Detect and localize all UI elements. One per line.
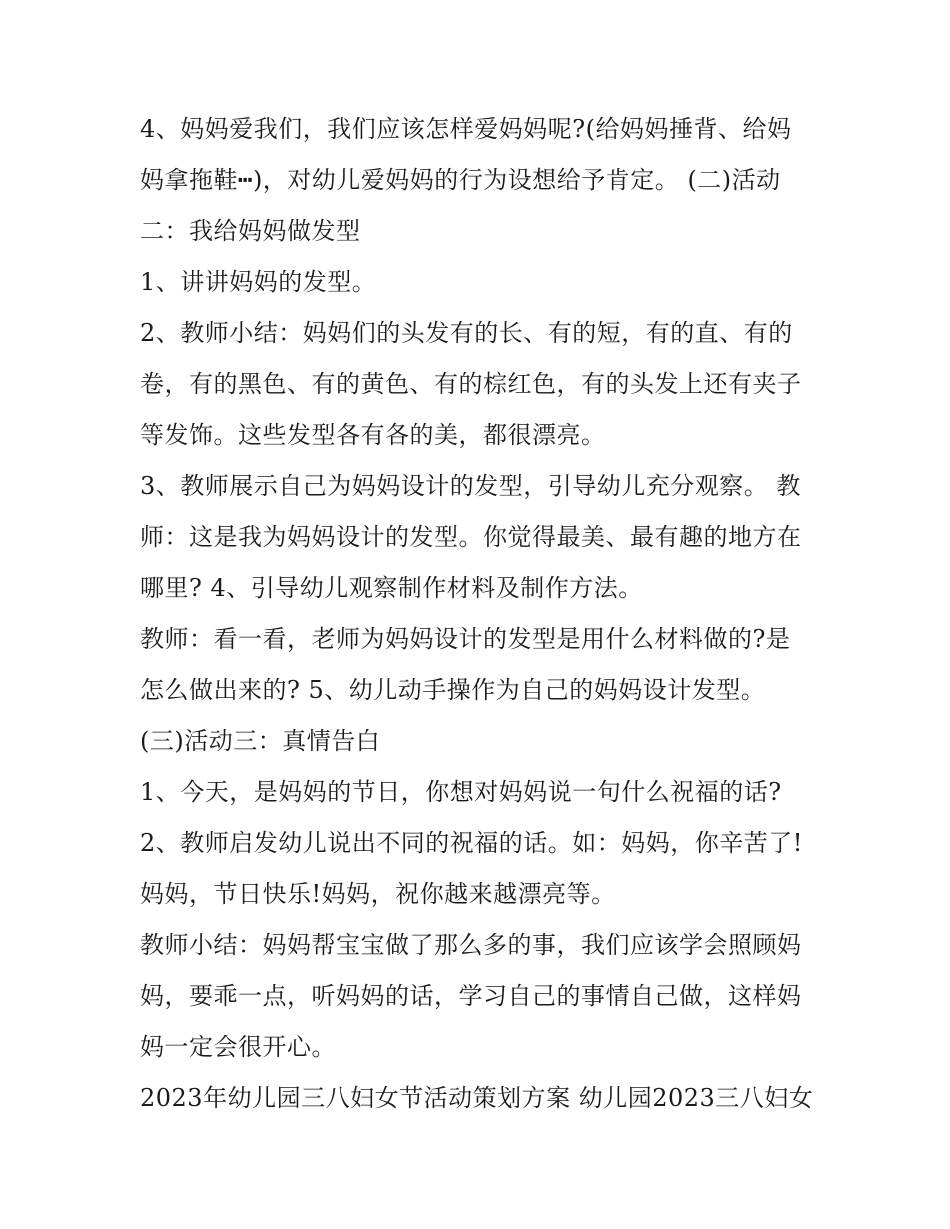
text-line: (三)活动三：真情告白 <box>140 727 381 755</box>
text-line: 2、教师小结：妈妈们的头发有的长、有的短，有的直、有的 <box>140 319 793 347</box>
text-line: 妈拿拖鞋┅)，对幼儿爱妈妈的行为设想给予肯定。 (二)活动 <box>140 166 781 194</box>
text-line: 二：我给妈妈做发型 <box>140 217 361 245</box>
text-line: 师：这是我为妈妈设计的发型。你觉得最美、最有趣的地方在 <box>140 523 802 551</box>
text-line: 妈一定会很开心。 <box>140 1033 336 1061</box>
text-line: 4、妈妈爱我们，我们应该怎样爱妈妈呢?(给妈妈捶背、给妈 <box>140 115 792 143</box>
text-line: 教师小结：妈妈帮宝宝做了那么多的事，我们应该学会照顾妈 <box>140 931 802 959</box>
text-line: 1、讲讲妈妈的发型。 <box>140 268 377 296</box>
text-line: 2、教师启发幼儿说出不同的祝福的话。如：妈妈，你辛苦了! <box>140 829 803 857</box>
text-line: 1、今天，是妈妈的节日，你想对妈妈说一句什么祝福的话? <box>140 778 782 806</box>
text-line: 3、教师展示自己为妈妈设计的发型，引导幼儿充分观察。 教 <box>140 472 801 500</box>
text-line: 哪里? 4、引导幼儿观察制作材料及制作方法。 <box>140 574 643 602</box>
text-line: 怎么做出来的? 5、幼儿动手操作为自己的妈妈设计发型。 <box>140 676 766 704</box>
text-line: 等发饰。这些发型各有各的美，都很漂亮。 <box>140 421 606 449</box>
document-body <box>140 104 820 1124</box>
text-line: 卷，有的黑色、有的黄色、有的棕红色，有的头发上还有夹子 <box>140 370 802 398</box>
text-line: 妈妈，节日快乐!妈妈，祝你越来越漂亮等。 <box>140 880 616 908</box>
text-line: 2023年幼儿园三八妇女节活动策划方案 幼儿园2023三八妇女 <box>140 1084 814 1112</box>
text-line: 妈，要乖一点，听妈妈的话，学习自己的事情自己做，这样妈 <box>140 982 802 1010</box>
text-line: 教师：看一看，老师为妈妈设计的发型是用什么材料做的?是 <box>140 625 791 653</box>
